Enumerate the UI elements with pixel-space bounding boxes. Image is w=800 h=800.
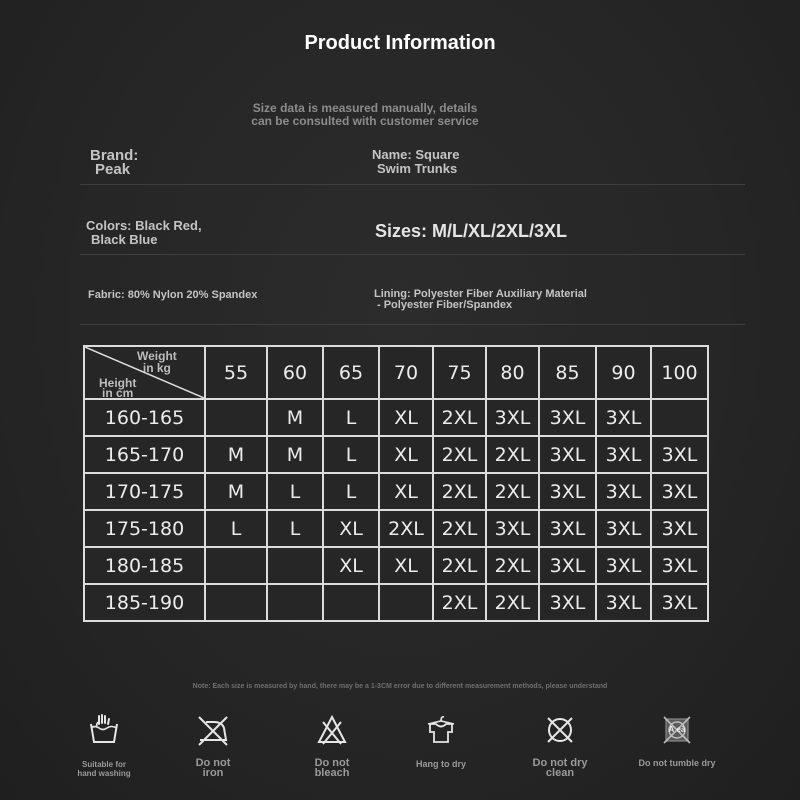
weight-header: 75: [433, 346, 486, 399]
size-cell: 2XL: [486, 584, 539, 621]
height-cell: 160-165: [84, 399, 205, 436]
colors-info: [86, 219, 202, 247]
hand-wash-label: Suitable for hand washing: [77, 760, 131, 778]
care-hand-wash: [49, 714, 159, 778]
size-cell: M: [205, 436, 267, 473]
size-cell: XL: [379, 473, 433, 510]
size-cell: [323, 584, 379, 621]
size-cell: L: [323, 436, 379, 473]
size-chart-table: [83, 345, 709, 622]
size-cell: L: [205, 510, 267, 547]
table-row: [84, 547, 708, 584]
divider: [80, 324, 745, 325]
size-cell: 3XL: [539, 473, 596, 510]
brand-value: Peak: [95, 161, 131, 178]
table-header-row: [84, 346, 708, 399]
product-name-line-1: Name: Square: [372, 147, 460, 162]
divider: [80, 254, 745, 255]
care-no-tumble-dry: [622, 714, 732, 768]
size-cell: 2XL: [433, 436, 486, 473]
lining-info: [374, 289, 587, 311]
size-cell: 3XL: [596, 510, 651, 547]
size-cell: 3XL: [651, 436, 708, 473]
disclaimer-line-1: Size data is measured manually, details: [252, 101, 478, 115]
hang-dry-icon: [424, 714, 458, 746]
table-row: [84, 473, 708, 510]
size-cell: 3XL: [539, 547, 596, 584]
weight-header: 100: [651, 346, 708, 399]
care-no-dry-clean: [505, 714, 615, 778]
weight-header: 70: [379, 346, 433, 399]
size-cell: 3XL: [539, 584, 596, 621]
size-cell: 3XL: [539, 436, 596, 473]
weight-header: 60: [267, 346, 323, 399]
size-cell: 2XL: [486, 436, 539, 473]
size-cell: 3XL: [596, 399, 651, 436]
size-cell: 2XL: [486, 473, 539, 510]
size-cell: 2XL: [433, 399, 486, 436]
size-cell: 3XL: [651, 473, 708, 510]
size-cell: 3XL: [596, 547, 651, 584]
height-axis-label: Height in cm: [99, 376, 137, 398]
size-cell: 3XL: [596, 584, 651, 621]
disclaimer-line-2: can be consulted with customer service: [251, 114, 479, 128]
size-cell: [205, 547, 267, 584]
size-cell: 2XL: [486, 547, 539, 584]
table-row: [84, 399, 708, 436]
size-cell: 3XL: [539, 510, 596, 547]
measurement-note: Note: Each size is measured by hand, there may be a 1-3CM error due to different measurement methods, please understand: [192, 683, 608, 690]
product-name-info: [372, 148, 459, 176]
no-tumble-dry-label: Do not tumble dry: [638, 758, 716, 768]
size-cell: M: [267, 436, 323, 473]
size-cell: 3XL: [596, 473, 651, 510]
height-cell: 165-170: [84, 436, 205, 473]
size-cell: L: [267, 510, 323, 547]
weight-header: 90: [596, 346, 651, 399]
product-name-line-2: Swim Trunks: [377, 161, 458, 176]
no-dry-clean-label: Do not dry clean: [532, 757, 588, 779]
weight-header: 55: [205, 346, 267, 399]
size-cell: 3XL: [651, 584, 708, 621]
no-tumble-dry-icon: [660, 714, 694, 746]
no-iron-icon: [196, 714, 230, 746]
care-hang-dry: [386, 714, 496, 769]
size-cell: 2XL: [433, 584, 486, 621]
size-cell: [205, 584, 267, 621]
colors-line-1: Colors: Black Red,: [86, 218, 202, 233]
size-cell: 2XL: [433, 547, 486, 584]
page-title: Product Information: [304, 32, 496, 54]
brand-label: Brand:: [90, 147, 139, 164]
no-dry-clean-icon: [543, 714, 577, 746]
care-no-bleach: [277, 714, 387, 778]
tumble-icon-text: A eà: [668, 725, 686, 734]
size-cell: L: [267, 473, 323, 510]
size-cell: XL: [323, 510, 379, 547]
size-cell: XL: [379, 436, 433, 473]
size-cell: 3XL: [539, 399, 596, 436]
no-bleach-icon: [315, 714, 349, 746]
size-cell: [651, 399, 708, 436]
height-cell: 185-190: [84, 584, 205, 621]
sizes-info: Sizes: M/L/XL/2XL/3XL: [375, 221, 568, 241]
weight-header: 85: [539, 346, 596, 399]
size-cell: 3XL: [651, 547, 708, 584]
height-cell: 170-175: [84, 473, 205, 510]
measurement-disclaimer: [200, 102, 530, 128]
size-cell: [267, 547, 323, 584]
size-cell: L: [323, 473, 379, 510]
size-cell: M: [205, 473, 267, 510]
size-cell: M: [267, 399, 323, 436]
colors-line-2: Black Blue: [91, 232, 158, 247]
size-cell: 3XL: [486, 510, 539, 547]
brand-info: [90, 149, 138, 177]
size-cell: [205, 399, 267, 436]
fabric-info: Fabric: 80% Nylon 20% Spandex: [88, 289, 258, 301]
height-cell: 180-185: [84, 547, 205, 584]
no-iron-label: Do not iron: [195, 757, 231, 779]
lining-line-1: Lining: Polyester Fiber Auxiliary Material: [374, 288, 587, 300]
care-no-iron: [158, 714, 268, 778]
table-row: [84, 584, 708, 621]
corner-cell: [84, 346, 205, 399]
lining-line-2: - Polyester Fiber/Spandex: [377, 299, 513, 311]
size-cell: 3XL: [486, 399, 539, 436]
weight-axis-label: Weight in kg: [137, 349, 177, 375]
height-cell: 175-180: [84, 510, 205, 547]
hand-wash-icon: [87, 714, 121, 746]
size-cell: XL: [323, 547, 379, 584]
no-bleach-label: Do not bleach: [314, 757, 350, 779]
table-row: [84, 436, 708, 473]
size-cell: XL: [379, 399, 433, 436]
size-cell: 2XL: [433, 473, 486, 510]
size-cell: 3XL: [651, 510, 708, 547]
weight-header: 65: [323, 346, 379, 399]
table-row: [84, 510, 708, 547]
size-cell: 3XL: [596, 436, 651, 473]
size-cell: XL: [379, 547, 433, 584]
weight-header: 80: [486, 346, 539, 399]
size-cell: 2XL: [379, 510, 433, 547]
hang-dry-label: Hang to dry: [415, 759, 466, 769]
size-cell: [267, 584, 323, 621]
divider: [80, 184, 745, 185]
size-cell: 2XL: [433, 510, 486, 547]
size-cell: [379, 584, 433, 621]
size-cell: L: [323, 399, 379, 436]
